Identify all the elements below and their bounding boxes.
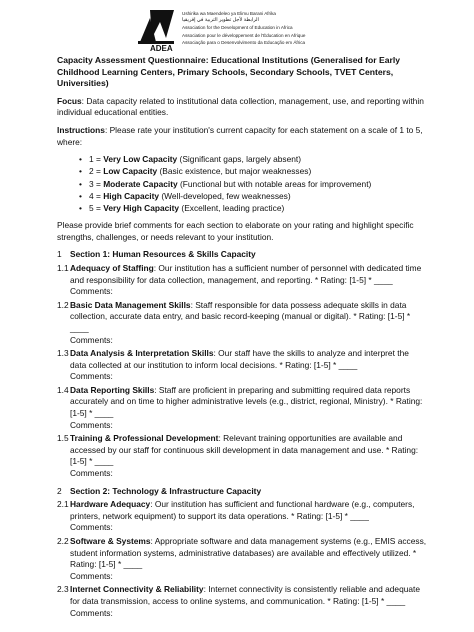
instructions-text: : Please rate your institution's current capacity for each statement on a scale of 1 to 5, where: [57,124,423,147]
adea-logo-icon [136,8,186,52]
question-item: 2.1 Hardware Adequacy: Our institution has sufficient and functional hardware (e.g., computers, printers, network equipment) to support its data operations. * Rating: [1-5] * ____ Comments: [57,499,427,534]
rating-scale-list [57,153,427,214]
focus-paragraph [57,96,427,119]
comments-field[interactable]: Comments: [70,607,113,618]
question-item: 1.3 Data Analysis & Interpretation Skills: Our staff have the skills to analyze and interpret the data collected at our institution to inform local decisions. * Rating: [1-5] * ____ Comments: [57,348,427,383]
comments-field[interactable]: Comments: [70,371,113,382]
scale-item: • 2 = Low Capacity (Basic existence, but major weaknesses) [79,165,427,177]
question-item: 1.2 Basic Data Management Skills: Staff responsible for data possess adequate skills in data collection, accurate data entry, and basic record-keeping (manual or digital). * Rating: [1-5] * ____ Comments: [57,300,427,346]
logo-wordmark: ADEA [150,44,173,52]
comments-instruction: Please provide brief comments for each section to elaborate on your rating and highlight specific strengths, challenges, or needs relevant to your institution. [57,220,414,242]
scale-item: • 4 = High Capacity (Well-developed, few weaknesses) [79,190,427,202]
comments-field[interactable]: Comments: [70,468,113,479]
scale-item: • 3 = Moderate Capacity (Functional but with notable areas for improvement) [79,178,427,190]
comments-field[interactable]: Comments: [70,286,113,297]
org-name-lines [182,10,372,46]
section-heading: 2 Section 2: Technology & Infrastructure Capacity [57,485,262,496]
header-logo [136,8,366,56]
question-item: 1.4 Data Reporting Skills: Staff are proficient in preparing and submitting required data reports accurately and on time to higher administrative levels (e.g., district, regional, Ministry). * Rating: [1-5] * ____ Comments: [57,385,427,431]
question-item: 2.2 Software & Systems: Appropriate software and data management systems (e.g., EMIS access, student information systems, administrative databases) are available and effectively utilized. * Rating: [1-5] * ____ Comments: [57,536,427,581]
org-line-en: Association for the Development of Education in Africa [182,25,293,31]
org-line-sw: Ushirika wa Maendeleo ya Elimu Barani Afrika [182,11,276,16]
comments-field[interactable]: Comments: [70,334,113,345]
comments-field[interactable]: Comments: [70,419,113,430]
instructions-paragraph [57,125,427,148]
question-item: 1.1 Adequacy of Staffing: Our institution has a sufficient number of personnel with dedicated time and responsibility for data collection, management, and reporting. * Rating: [1-5] * ____ Comments: [57,263,427,298]
instructions-label: Instructions [57,124,105,135]
comments-field[interactable]: Comments: [70,570,113,581]
org-line-ar: الرابطة لأجل تطوير التربية في إفريقيا [182,17,259,24]
org-line-pt: Associação para o Desenvolvimento da Educação em África [182,39,306,45]
comments-field[interactable]: Comments: [70,522,113,533]
org-line-fr: Association pour le développement de l'Éducation en Afrique [182,32,306,38]
document-body [57,55,427,619]
focus-text: : Data capacity related to institutional data collection, management, use, and reporting within individual educational entities. [57,95,424,118]
question-item: 1.5 Training & Professional Development: Relevant training opportunities are available and accessed by our staff for continuous skill development in data management and use. * Rating: [1-5] * ____ Comments: [57,433,427,479]
focus-label: Focus [57,95,82,106]
document-title: Capacity Assessment Questionnaire: Educational Institutions (Generalised for Early Childhood Learning Centers, Primary Schools, Secondary Schools, TVET Centers, Universities) [57,55,401,89]
scale-item: • 5 = Very High Capacity (Excellent, leading practice) [79,202,427,214]
section-heading: 1 Section 1: Human Resources & Skills Capacity [57,249,256,260]
question-item: 2.3 Internet Connectivity & Reliability: Internet connectivity is consistently reliable and adequate for data transmission, access to online systems, and communication. * Rating: [1-5] * ____ Comments: [57,584,427,619]
scale-item: • 1 = Very Low Capacity (Significant gaps, largely absent) [79,153,427,165]
